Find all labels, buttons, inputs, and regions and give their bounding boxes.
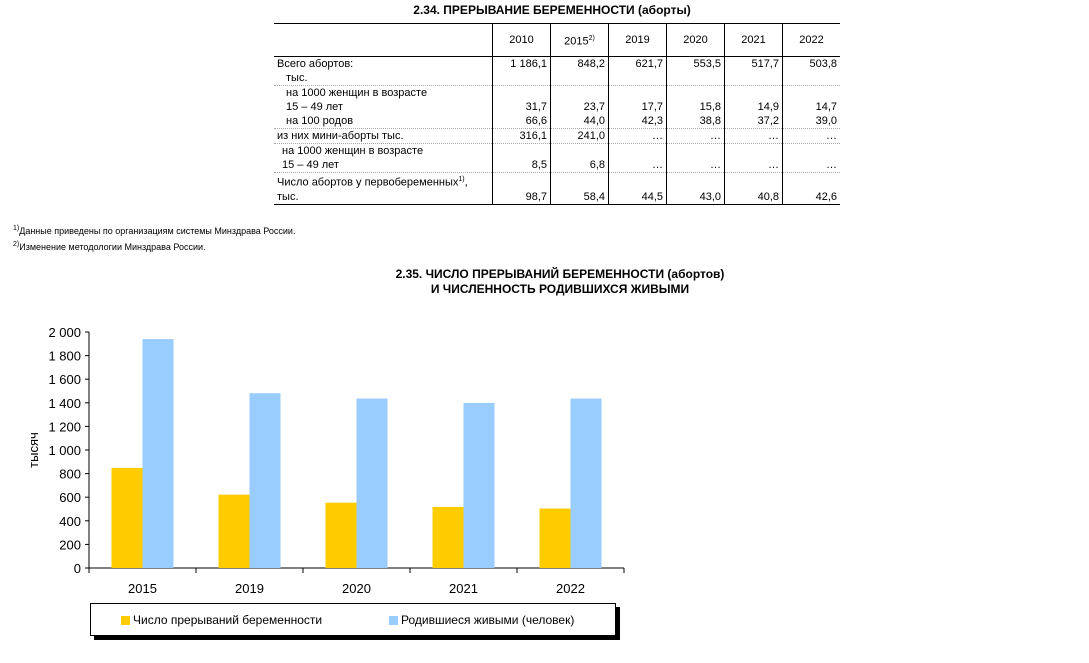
table-cell xyxy=(725,144,783,159)
row-label: Всего абортов: xyxy=(277,58,354,70)
row-label: на 1000 женщин в возрасте xyxy=(282,145,424,157)
row-label: из них мини-аборты тыс. xyxy=(274,129,493,144)
bar-births xyxy=(464,403,495,568)
table-cell xyxy=(609,144,667,159)
table-cell: … xyxy=(609,158,667,173)
table-cell: 23,7 xyxy=(551,100,609,114)
table-cell xyxy=(667,173,725,190)
col-header-2022: 2022 xyxy=(783,24,841,57)
table-cell: 316,1 xyxy=(493,129,551,144)
y-tick-label: 1 000 xyxy=(48,443,81,458)
table-cell: … xyxy=(725,129,783,144)
table-cell xyxy=(551,144,609,159)
y-tick-label: 800 xyxy=(59,466,81,482)
table-cell xyxy=(725,86,783,101)
bar-abortions xyxy=(326,503,357,568)
col-header-2019: 2019 xyxy=(609,24,667,57)
table-cell: 517,7 xyxy=(725,57,783,72)
table-row xyxy=(274,57,840,72)
table-corner xyxy=(274,24,493,57)
table-row xyxy=(274,144,840,159)
y-tick-label: 1 600 xyxy=(48,372,81,388)
table-cell xyxy=(551,86,609,101)
table-cell: 1 186,1 xyxy=(493,57,551,72)
bar-births xyxy=(250,393,281,568)
table-cell xyxy=(609,86,667,101)
row-label: тыс. xyxy=(274,71,493,86)
row-label: 15 – 49 лет xyxy=(286,101,343,113)
table-cell: 38,8 xyxy=(667,114,725,129)
y-tick-label: 0 xyxy=(73,561,81,576)
table-cell xyxy=(609,173,667,190)
table-cell xyxy=(493,173,551,190)
table-cell xyxy=(667,71,725,86)
table-cell: 6,8 xyxy=(551,158,609,173)
bar-abortions xyxy=(433,507,464,568)
table-header-row xyxy=(274,24,840,57)
bar-births xyxy=(143,339,174,568)
legend-swatch-abortions xyxy=(121,616,130,625)
x-tick-label: 2020 xyxy=(342,581,371,596)
row-label: на 100 родов xyxy=(274,114,493,129)
table-row xyxy=(274,158,840,173)
legend-label-abortions: Число прерываний беременности xyxy=(133,613,323,627)
table-cell: 98,7 xyxy=(493,190,551,205)
chart-title xyxy=(200,267,920,297)
bar-abortions xyxy=(219,495,250,568)
table-row xyxy=(274,114,840,129)
table-cell: 848,2 xyxy=(551,57,609,72)
table-cell: 14,9 xyxy=(725,100,783,114)
table-cell: 43,0 xyxy=(667,190,725,205)
y-tick-label: 1 200 xyxy=(48,419,81,435)
legend-item-births xyxy=(389,613,574,627)
table-row xyxy=(274,173,840,190)
table-title: 2.34. ПРЕРЫВАНИЕ БЕРЕМЕННОСТИ (аборты) xyxy=(413,3,691,17)
table-cell: 40,8 xyxy=(725,190,783,205)
table-cell: 503,8 xyxy=(783,57,841,72)
table-cell: 44,5 xyxy=(609,190,667,205)
table-cell xyxy=(783,86,841,101)
y-axis-label: тысяч xyxy=(26,432,41,468)
table-cell xyxy=(783,173,841,190)
table-cell: 44,0 xyxy=(551,114,609,129)
footnote-2: $^{2)}$Изменение методологии Минздрава России. xyxy=(13,241,206,252)
table-cell: 15,8 xyxy=(667,100,725,114)
table-cell: 39,0 xyxy=(783,114,841,129)
table-cell: 66,6 xyxy=(493,114,551,129)
row-label: на 1000 женщин в возрасте xyxy=(286,87,428,99)
x-tick-label: 2022 xyxy=(556,581,585,596)
bar-chart xyxy=(0,318,640,603)
table-cell: 241,0 xyxy=(551,129,609,144)
table-cell: 42,6 xyxy=(783,190,841,205)
row-label: Число абортов у первобеременных$^{1)}$, xyxy=(277,176,468,189)
table-cell: 31,7 xyxy=(493,100,551,114)
table-row xyxy=(274,100,840,114)
row-label: тыс. xyxy=(274,190,493,205)
table-row xyxy=(274,86,840,101)
table-cell: … xyxy=(783,158,841,173)
footnote-1: $^{1)}$Данные приведены по организациям системы Минздрава России. xyxy=(13,225,296,236)
table-cell xyxy=(493,144,551,159)
table-cell xyxy=(725,173,783,190)
table-cell: 42,3 xyxy=(609,114,667,129)
table-cell xyxy=(609,71,667,86)
chart-title-line1: 2.35. ЧИСЛО ПРЕРЫВАНИЙ БЕРЕМЕННОСТИ (абортов) xyxy=(395,267,725,281)
table-cell xyxy=(493,71,551,86)
col-header-2015: 2015$^{2)}$ xyxy=(551,24,609,57)
table-cell: … xyxy=(667,158,725,173)
y-tick-label: 1 400 xyxy=(48,395,81,411)
x-tick-label: 2015 xyxy=(128,581,157,596)
table-cell xyxy=(667,86,725,101)
chart-legend xyxy=(90,603,616,636)
table-cell: 553,5 xyxy=(667,57,725,72)
table-cell: 58,4 xyxy=(551,190,609,205)
table-cell: … xyxy=(609,129,667,144)
table-cell: 8,5 xyxy=(493,158,551,173)
table-row xyxy=(274,190,840,205)
col-header-2021: 2021 xyxy=(725,24,783,57)
y-tick-label: 1 800 xyxy=(48,348,81,364)
table-row xyxy=(274,71,840,86)
legend-item-abortions xyxy=(121,613,322,627)
table-cell: … xyxy=(725,158,783,173)
table-cell xyxy=(725,71,783,86)
table-cell: 14,7 xyxy=(783,100,841,114)
legend-swatch-births xyxy=(389,616,398,625)
table-cell xyxy=(783,144,841,159)
col-header-2020: 2020 xyxy=(667,24,725,57)
footnotes xyxy=(13,222,295,254)
y-tick-label: 600 xyxy=(59,490,81,506)
x-tick-label: 2019 xyxy=(235,581,264,596)
table-cell: 17,7 xyxy=(609,100,667,114)
bar-abortions xyxy=(540,509,571,568)
bar-births xyxy=(357,399,388,568)
y-tick-label: 200 xyxy=(59,537,81,553)
y-tick-label: 2 000 xyxy=(48,325,81,340)
table-cell xyxy=(551,173,609,190)
legend-label-births: Родившиеся живыми (человек) xyxy=(401,613,575,627)
col-header-2010: 2010 xyxy=(493,24,551,57)
table-cell: 37,2 xyxy=(725,114,783,129)
table-cell xyxy=(551,71,609,86)
table-cell: … xyxy=(667,129,725,144)
table-cell xyxy=(783,71,841,86)
table-cell: … xyxy=(783,129,841,144)
row-label: 15 – 49 лет xyxy=(274,158,493,173)
x-tick-label: 2021 xyxy=(449,581,478,596)
bar-abortions xyxy=(112,468,143,568)
y-tick-label: 400 xyxy=(59,513,81,529)
table-cell xyxy=(493,86,551,101)
table-row xyxy=(274,129,840,144)
abortion-table xyxy=(274,23,840,205)
table-cell: 621,7 xyxy=(609,57,667,72)
table-cell xyxy=(667,144,725,159)
bar-births xyxy=(571,399,602,568)
chart-title-line2: И ЧИСЛЕННОСТЬ РОДИВШИХСЯ ЖИВЫМИ xyxy=(430,282,690,296)
